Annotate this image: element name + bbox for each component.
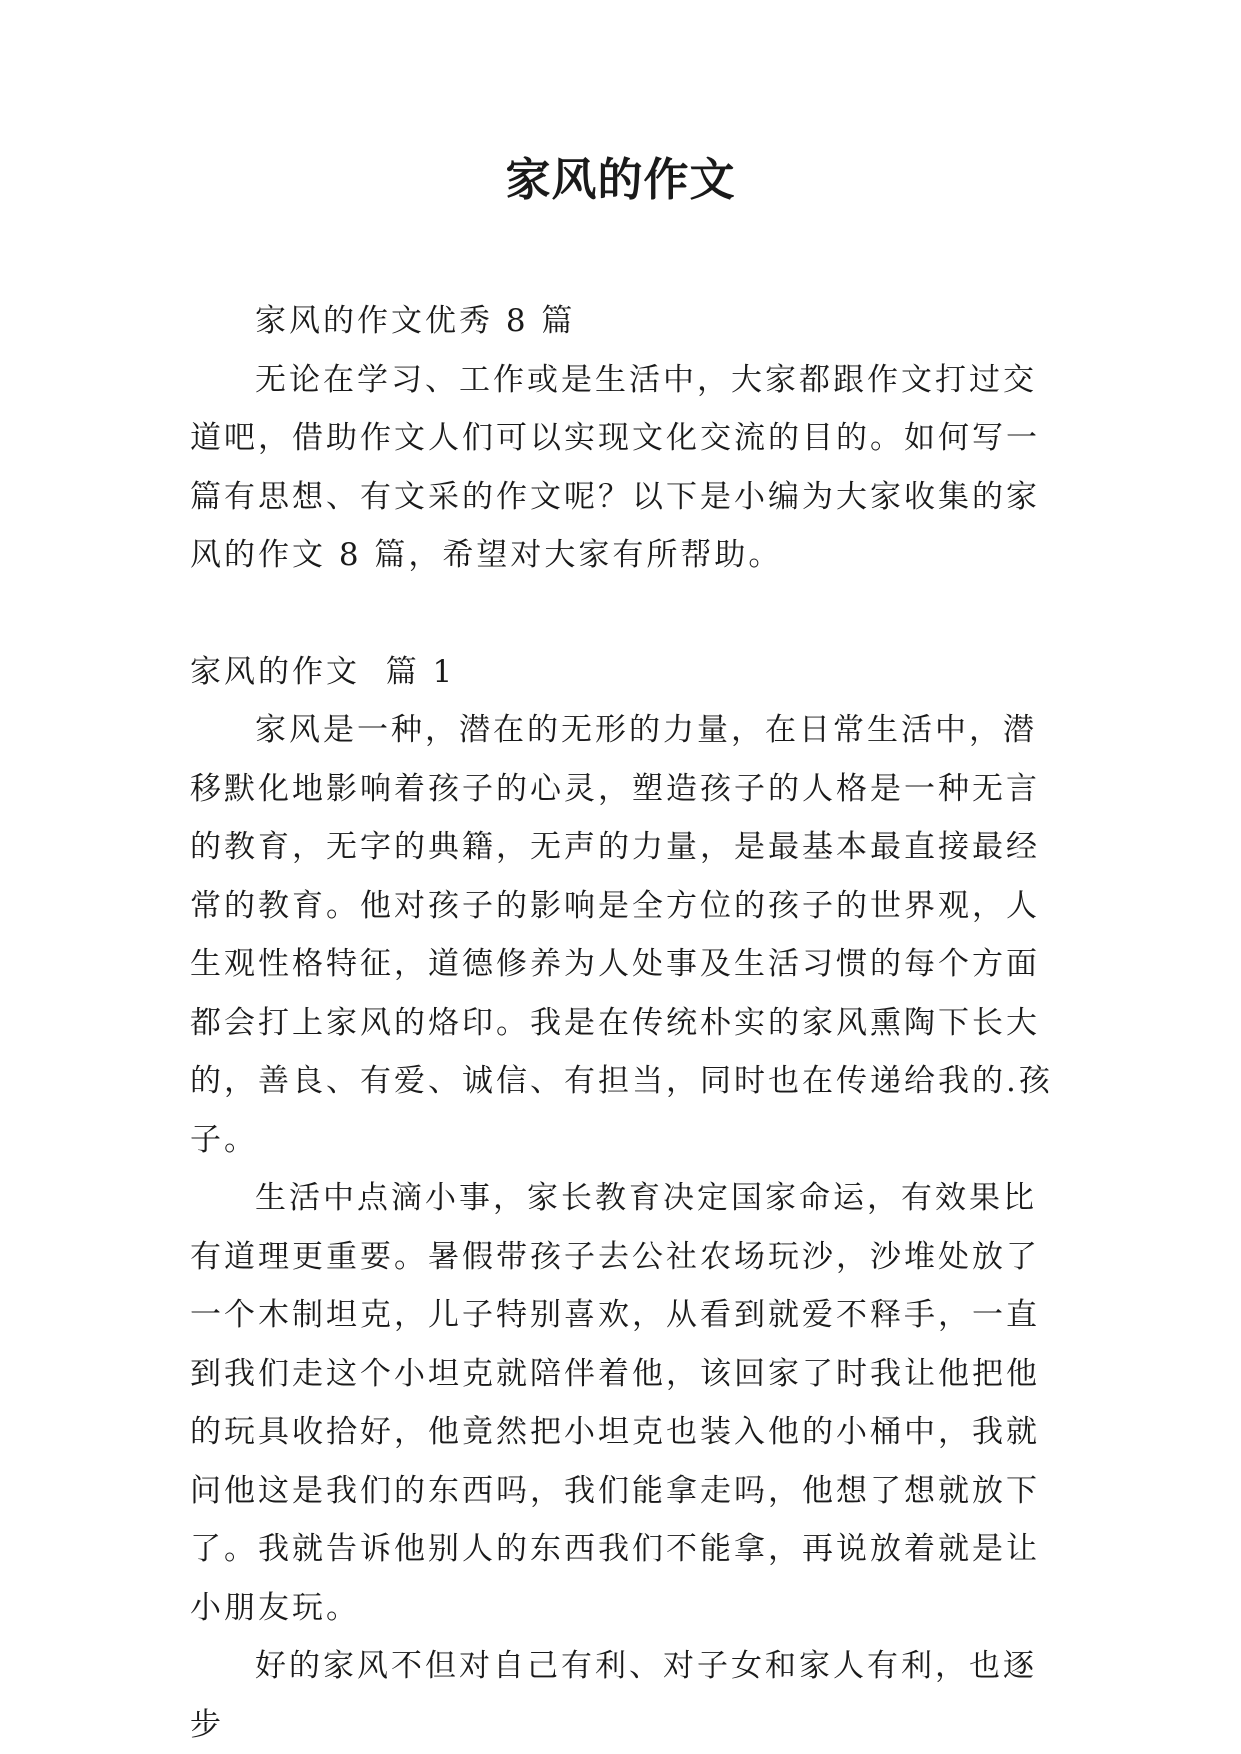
body-paragraph: 家风是一种，潜在的无形的力量，在日常生活中，潜移默化地影响着孩子的心灵，塑造孩子的人格是一种无言的教育，无字的典籍，无声的力量，是最基本最直接最经常的教育。他对孩子的影响是全方位的孩子的世界观，人生观性格特征，道德修养为人处事及生活习惯的每个方面都会打上家风的烙印。我是在传统朴实的家风熏陶下长大的，善良、有爱、诚信、有担当，同时也在传递给我的.孩子。 <box>190 712 1053 1158</box>
intro-paragraph: 无论在学习、工作或是生活中，大家都跟作文打过交道吧，借助作文人们可以实现文化交流的目的。如何写一篇有思想、有文采的作文呢？以下是小编为大家收集的家风的作文 8 篇，希望对大家有所帮助。 <box>190 361 1040 573</box>
body-paragraph: 生活中点滴小事，家长教育决定国家命运，有效果比有道理更重要。暑假带孩子去公社农场玩沙，沙堆处放了一个木制坦克，儿子特别喜欢，从看到就爱不释手，一直到我们走这个小坦克就陪伴着他，该回家了时我让他把他的玩具收拾好，他竟然把小坦克也装入他的小桶中，我就问他这是我们的东西吗，我们能拿走吗，他想了想就放下了。我就告诉他别人的东西我们不能拿，再说放着就是让小朋友玩。 <box>190 1180 1040 1626</box>
document-body <box>190 292 1060 1754</box>
document-title: 家风的作文 <box>505 153 736 206</box>
body-paragraph: 好的家风不但对自己有利、对子女和家人有利，也逐步 <box>190 1648 1037 1743</box>
subtitle: 家风的作文优秀 8 篇 <box>255 303 576 339</box>
section-heading: 家风的作文 篇 1 <box>190 653 456 690</box>
